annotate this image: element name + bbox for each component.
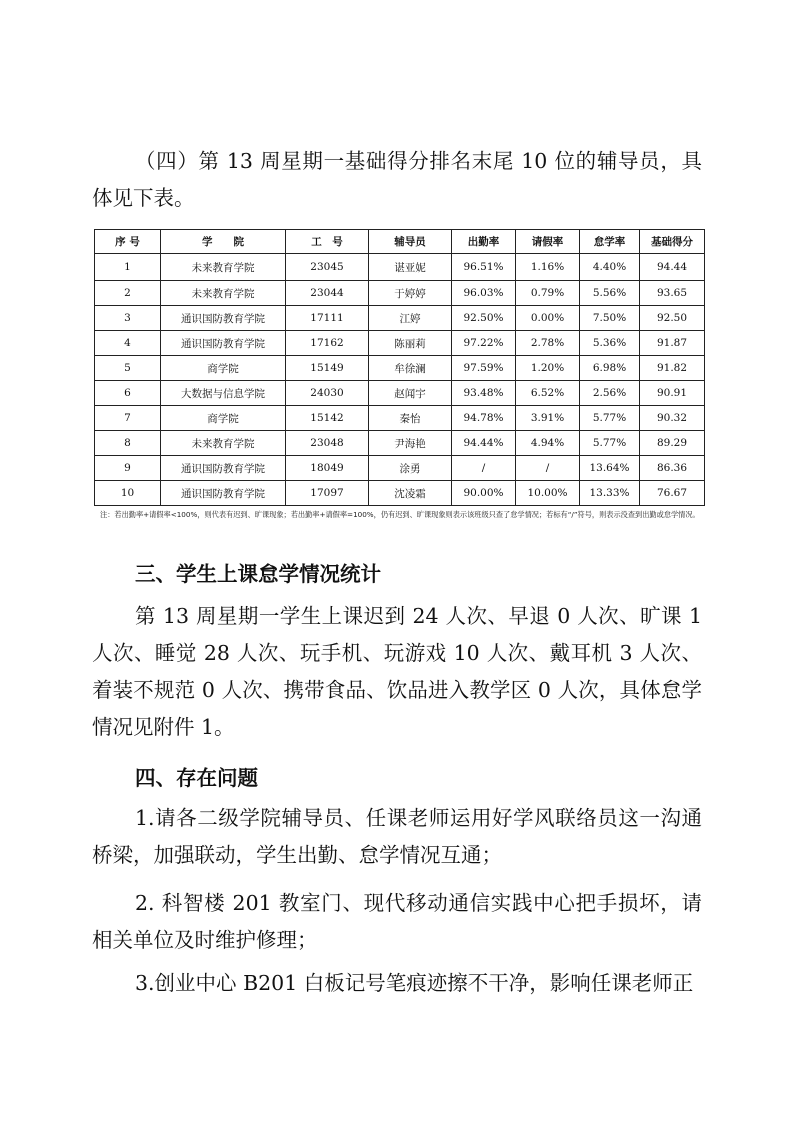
cell-counselor: 沈凌霜 — [369, 481, 452, 506]
cell-score: 92.50 — [640, 306, 705, 331]
cell-attendance: 94.44% — [452, 431, 516, 456]
issue-item-1: 1.请各二级学院辅导员、任课老师运用好学风联络员这一沟通桥梁，加强联动，学生出勤、怠学情况互通； — [92, 806, 702, 867]
cell-idle: 13.64% — [580, 456, 640, 481]
cell-idle: 5.77% — [580, 406, 640, 431]
cell-idle: 5.56% — [580, 281, 640, 306]
cell-counselor: 涂勇 — [369, 456, 452, 481]
cell-leave: 1.20% — [516, 356, 580, 381]
header-score: 基础得分 — [640, 230, 705, 254]
cell-college: 通识国防教育学院 — [161, 456, 286, 481]
header-staff-id: 工 号 — [286, 230, 369, 254]
cell-idle: 5.36% — [580, 331, 640, 356]
issue-item-3: 3.创业中心 B201 白板记号笔痕迹擦不干净，影响任课老师正 — [135, 971, 694, 995]
cell-leave: 6.52% — [516, 381, 580, 406]
header-idle: 怠学率 — [580, 230, 640, 254]
table-footnote: 注：若出勤率+请假率<100%，则代表有迟到、旷课现象；若出勤率+请假率=100%，仍有迟到、旷课现象则表示该班级只查了怠学情况；若标有“/”符号，则表示没查到出勤或怠学情况。 — [100, 510, 700, 519]
table-row — [95, 406, 705, 431]
cell-attendance: 92.50% — [452, 306, 516, 331]
table-header-row — [95, 230, 705, 254]
cell-idle: 7.50% — [580, 306, 640, 331]
cell-idle: 6.98% — [580, 356, 640, 381]
cell-counselor: 于婷婷 — [369, 281, 452, 306]
header-college: 学 院 — [161, 230, 286, 254]
cell-attendance: 97.22% — [452, 331, 516, 356]
cell-index: 10 — [95, 481, 161, 506]
cell-staff-id: 23045 — [286, 254, 369, 281]
cell-score: 91.82 — [640, 356, 705, 381]
header-leave: 请假率 — [516, 230, 580, 254]
cell-counselor: 尹海艳 — [369, 431, 452, 456]
table-row — [95, 431, 705, 456]
cell-college: 通识国防教育学院 — [161, 306, 286, 331]
cell-index: 3 — [95, 306, 161, 331]
cell-score: 94.44 — [640, 254, 705, 281]
cell-index: 7 — [95, 406, 161, 431]
table-row — [95, 254, 705, 281]
cell-score: 91.87 — [640, 331, 705, 356]
cell-index: 1 — [95, 254, 161, 281]
cell-index: 8 — [95, 431, 161, 456]
cell-college: 通识国防教育学院 — [161, 331, 286, 356]
cell-counselor: 牟徐澜 — [369, 356, 452, 381]
cell-staff-id: 23048 — [286, 431, 369, 456]
cell-leave: 2.78% — [516, 331, 580, 356]
cell-idle: 13.33% — [580, 481, 640, 506]
cell-idle: 5.77% — [580, 431, 640, 456]
cell-index: 6 — [95, 381, 161, 406]
cell-index: 5 — [95, 356, 161, 381]
cell-staff-id: 17111 — [286, 306, 369, 331]
cell-college: 通识国防教育学院 — [161, 481, 286, 506]
cell-index: 9 — [95, 456, 161, 481]
table-row — [95, 356, 705, 381]
cell-attendance: 96.03% — [452, 281, 516, 306]
table-row — [95, 331, 705, 356]
cell-counselor: 江婷 — [369, 306, 452, 331]
cell-index: 2 — [95, 281, 161, 306]
cell-college: 商学院 — [161, 356, 286, 381]
cell-college: 大数据与信息学院 — [161, 381, 286, 406]
cell-score: 90.32 — [640, 406, 705, 431]
table-row — [95, 456, 705, 481]
cell-college: 未来教育学院 — [161, 431, 286, 456]
cell-leave: 0.00% — [516, 306, 580, 331]
cell-leave: / — [516, 456, 580, 481]
cell-college: 未来教育学院 — [161, 254, 286, 281]
intro-paragraph: （四）第 13 周星期一基础得分排名末尾 10 位的辅导员，具体见下表。 — [92, 149, 702, 210]
cell-attendance: 93.48% — [452, 381, 516, 406]
counselor-ranking-table — [94, 229, 705, 506]
cell-staff-id: 17162 — [286, 331, 369, 356]
cell-attendance: 94.78% — [452, 406, 516, 431]
cell-leave: 1.16% — [516, 254, 580, 281]
cell-counselor: 陈丽莉 — [369, 331, 452, 356]
header-attendance: 出勤率 — [452, 230, 516, 254]
cell-staff-id: 18049 — [286, 456, 369, 481]
cell-index: 4 — [95, 331, 161, 356]
cell-score: 76.67 — [640, 481, 705, 506]
cell-staff-id: 15142 — [286, 406, 369, 431]
cell-score: 93.65 — [640, 281, 705, 306]
section-3-body: 第 13 周星期一学生上课迟到 24 人次、早退 0 人次、旷课 1 人次、睡觉 28 人次、玩手机、玩游戏 10 人次、戴耳机 3 人次、着装不规范 0 人次、携带食品、饮品进入教学区 0 人次，具体怠学情况见附件 1。 — [92, 604, 702, 739]
cell-score: 90.91 — [640, 381, 705, 406]
cell-counselor: 谌亚妮 — [369, 254, 452, 281]
section-3-heading: 三、学生上课怠学情况统计 — [135, 562, 381, 586]
table-row — [95, 306, 705, 331]
table-row — [95, 381, 705, 406]
table-row — [95, 481, 705, 506]
cell-leave: 10.00% — [516, 481, 580, 506]
cell-attendance: 90.00% — [452, 481, 516, 506]
cell-counselor: 秦怡 — [369, 406, 452, 431]
cell-score: 86.36 — [640, 456, 705, 481]
cell-idle: 4.40% — [580, 254, 640, 281]
cell-attendance: 97.59% — [452, 356, 516, 381]
table-row — [95, 281, 705, 306]
cell-staff-id: 23044 — [286, 281, 369, 306]
cell-leave: 0.79% — [516, 281, 580, 306]
cell-college: 商学院 — [161, 406, 286, 431]
header-counselor: 辅导员 — [369, 230, 452, 254]
cell-staff-id: 15149 — [286, 356, 369, 381]
header-index: 序 号 — [95, 230, 161, 254]
cell-leave: 4.94% — [516, 431, 580, 456]
cell-idle: 2.56% — [580, 381, 640, 406]
cell-college: 未来教育学院 — [161, 281, 286, 306]
issue-item-2: 2. 科智楼 201 教室门、现代移动通信实践中心把手损坏，请相关单位及时维护修理； — [92, 891, 702, 952]
cell-attendance: 96.51% — [452, 254, 516, 281]
cell-staff-id: 24030 — [286, 381, 369, 406]
cell-attendance: / — [452, 456, 516, 481]
cell-staff-id: 17097 — [286, 481, 369, 506]
cell-leave: 3.91% — [516, 406, 580, 431]
cell-score: 89.29 — [640, 431, 705, 456]
section-4-heading: 四、存在问题 — [135, 766, 258, 790]
cell-counselor: 赵闻宇 — [369, 381, 452, 406]
